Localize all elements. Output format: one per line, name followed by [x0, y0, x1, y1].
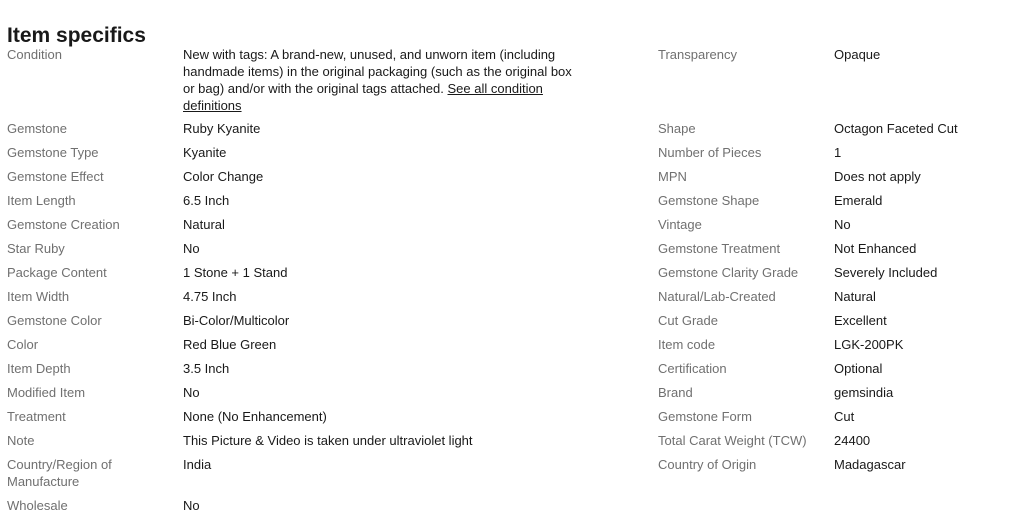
spec-value: India: [183, 457, 212, 472]
spec-row: [7, 216, 627, 233]
spec-value: 1: [834, 145, 842, 160]
spec-label: Treatment: [7, 409, 66, 424]
spec-label: Cut Grade: [658, 313, 718, 328]
specifics-left-column: [7, 46, 627, 521]
spec-value: Emerald: [834, 193, 883, 208]
spec-label: Vintage: [658, 217, 702, 232]
spec-label: Gemstone Effect: [7, 169, 104, 184]
spec-row-condition: [7, 46, 627, 113]
spec-value: Cut: [834, 409, 855, 424]
spec-value: 1 Stone + 1 Stand: [183, 265, 288, 280]
spec-value: 24400: [834, 433, 871, 448]
spec-label: Gemstone Form: [658, 409, 752, 424]
spec-value: Color Change: [183, 169, 264, 184]
spec-value: Natural: [834, 289, 876, 304]
spec-row: [658, 384, 1018, 401]
spec-label: Gemstone Creation: [7, 217, 120, 232]
spec-value: 6.5 Inch: [183, 193, 230, 208]
spec-label: Total Carat Weight (TCW): [658, 433, 807, 448]
spec-row: [7, 120, 627, 137]
spec-row: [658, 408, 1018, 425]
spec-row: [658, 264, 1018, 281]
spec-row: [7, 144, 627, 161]
spec-value: No: [183, 241, 200, 256]
spec-value: Bi-Color/Multicolor: [183, 313, 290, 328]
spec-row: [658, 144, 1018, 161]
spec-label: Gemstone Type: [7, 145, 99, 160]
spec-value: Severely Included: [834, 265, 938, 280]
spec-value: Not Enhanced: [834, 241, 917, 256]
spec-value: Kyanite: [183, 145, 227, 160]
spec-row: [7, 497, 627, 514]
spec-row: [7, 336, 627, 353]
spec-value: Excellent: [834, 313, 887, 328]
spec-value: Ruby Kyanite: [183, 121, 261, 136]
spec-row: [658, 240, 1018, 257]
spec-row: [7, 432, 627, 449]
spec-row: [658, 46, 1018, 113]
spec-label: Item Depth: [7, 361, 71, 376]
spec-row: [7, 360, 627, 377]
spec-row: [658, 360, 1018, 377]
spec-row: [658, 336, 1018, 353]
spec-label: Wholesale: [7, 498, 68, 513]
spec-value: No: [183, 385, 200, 400]
spec-label: Certification: [658, 361, 727, 376]
see-all-condition-definitions-link[interactable]: See all condition definitions: [183, 81, 543, 113]
section-title: Item specifics: [7, 24, 146, 48]
spec-row: [7, 264, 627, 281]
spec-value: Red Blue Green: [183, 337, 277, 352]
spec-row: [658, 432, 1018, 449]
spec-label: Number of Pieces: [658, 145, 762, 160]
condition-description: New with tags: A brand-new, unused, and unworn item (including handmade items) in the original packaging (such as the original box or bag) and/or with the original tags attached.: [183, 47, 572, 96]
spec-label: Item code: [658, 337, 716, 352]
spec-row: [7, 168, 627, 185]
spec-value: Natural: [183, 217, 225, 232]
spec-value: Opaque: [834, 47, 881, 62]
spec-label: Gemstone: [7, 121, 67, 136]
spec-row: [7, 456, 627, 490]
spec-label: Note: [7, 433, 35, 448]
spec-value: Madagascar: [834, 457, 906, 472]
spec-label: Country of Origin: [658, 457, 757, 472]
spec-label: Natural/Lab-Created: [658, 289, 776, 304]
spec-row: [7, 312, 627, 329]
spec-label: Item Width: [7, 289, 70, 304]
spec-row: [7, 384, 627, 401]
spec-row: [658, 288, 1018, 305]
spec-label: Country/Region of Manufacture: [7, 457, 112, 489]
spec-value: LGK-200PK: [834, 337, 904, 352]
spec-label: Item Length: [7, 193, 76, 208]
spec-row: [7, 288, 627, 305]
spec-value: gemsindia: [834, 385, 894, 400]
spec-value: Octagon Faceted Cut: [834, 121, 958, 136]
spec-label: Gemstone Shape: [658, 193, 760, 208]
spec-value: No: [834, 217, 851, 232]
spec-row: [7, 192, 627, 209]
spec-label: Star Ruby: [7, 241, 65, 256]
spec-label: Gemstone Clarity Grade: [658, 265, 799, 280]
spec-value: No: [183, 498, 200, 513]
spec-row: [658, 216, 1018, 233]
spec-label: Gemstone Treatment: [658, 241, 781, 256]
spec-label: MPN: [658, 169, 687, 184]
spec-label: Shape: [658, 121, 696, 136]
spec-row: [658, 456, 1018, 473]
spec-value: 3.5 Inch: [183, 361, 230, 376]
spec-row: [658, 168, 1018, 185]
spec-label: Transparency: [658, 47, 737, 62]
spec-label: Color: [7, 337, 39, 352]
spec-value: [183, 46, 578, 114]
spec-row: [658, 120, 1018, 137]
spec-label: Modified Item: [7, 385, 86, 400]
spec-label: Package Content: [7, 265, 107, 280]
spec-row: [7, 408, 627, 425]
spec-value: None (No Enhancement): [183, 409, 327, 424]
spec-value: 4.75 Inch: [183, 289, 237, 304]
spec-row: [658, 312, 1018, 329]
spec-label: Gemstone Color: [7, 313, 102, 328]
spec-value: Does not apply: [834, 169, 921, 184]
spec-row: [658, 192, 1018, 209]
specifics-right-column: [658, 46, 1018, 480]
spec-label: Condition: [7, 47, 62, 62]
spec-label: Brand: [658, 385, 693, 400]
spec-value: Optional: [834, 361, 883, 376]
spec-value: This Picture & Video is taken under ultraviolet light: [183, 433, 473, 448]
spec-row: [7, 240, 627, 257]
